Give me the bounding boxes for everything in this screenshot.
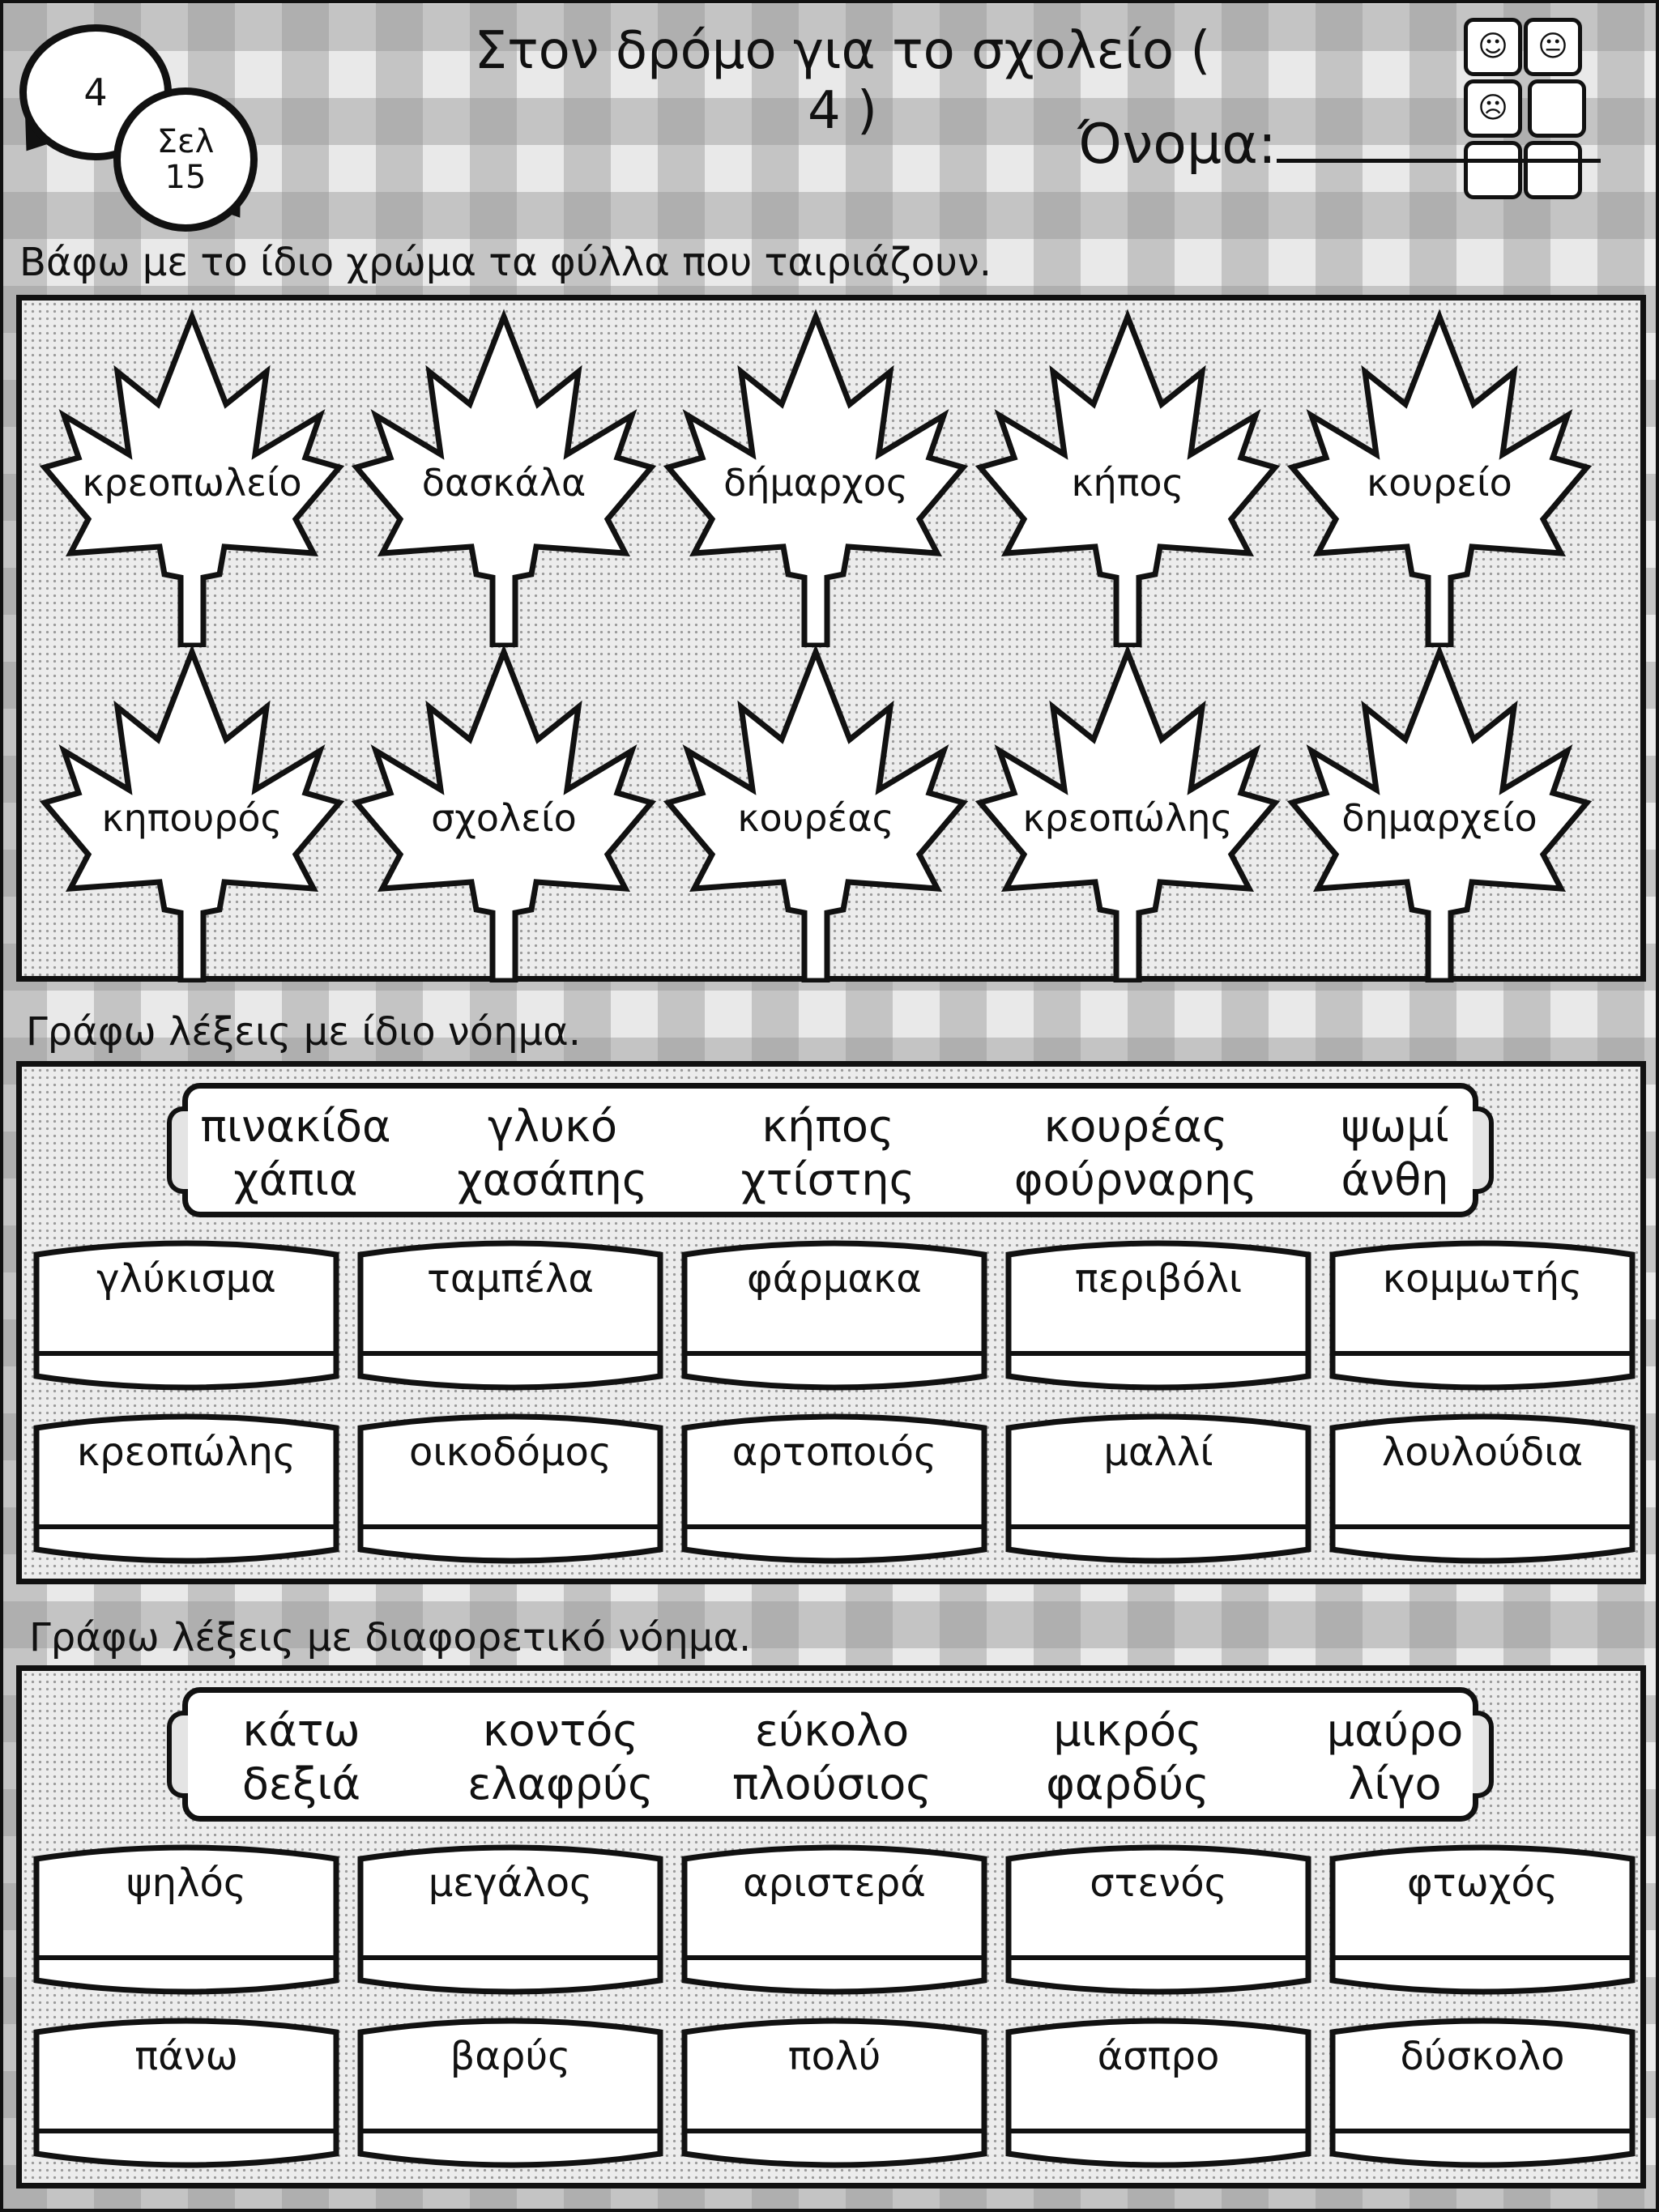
answer-card[interactable] (356, 1407, 665, 1566)
maple-leaf[interactable] (974, 307, 1282, 647)
bank-column (447, 1704, 674, 1811)
bank-word: χτίστης (740, 1154, 915, 1205)
bank-column (990, 1100, 1282, 1207)
bank-column (1006, 1704, 1249, 1811)
name-field (1077, 110, 1601, 177)
leaf-word: κηπουρός (101, 796, 283, 840)
card-word: κομμωτής (1382, 1256, 1583, 1302)
card-word: ταμπέλα (427, 1256, 594, 1302)
answer-card[interactable] (32, 1838, 341, 1997)
section2-instruction: Γράφω λέξεις με ίδιο νόημα. (26, 1009, 581, 1055)
card-word: γλύκισμα (96, 1256, 276, 1302)
leaf-word: δασκάλα (421, 461, 586, 505)
card-word: ψηλός (126, 1860, 247, 1906)
bank-word: πλούσιος (732, 1758, 932, 1809)
card-word: αριστερά (743, 1860, 926, 1906)
bank-word: κοντός (482, 1705, 639, 1756)
bank-word: χάπια (233, 1154, 358, 1205)
bank-word: γλυκό (487, 1101, 618, 1152)
answer-card[interactable] (1328, 2011, 1637, 2170)
section3-instruction: Γράφω λέξεις με διαφορετικό νόημα. (29, 1615, 752, 1660)
card-word: περιβόλι (1074, 1256, 1243, 1302)
card-word: φτωχός (1406, 1860, 1559, 1906)
bank-word: εύκολο (754, 1705, 910, 1756)
answer-card[interactable] (32, 2011, 341, 2170)
leaves-panel (16, 295, 1646, 982)
neutral-face-icon[interactable]: 😐 (1524, 18, 1582, 76)
leaf-word: κρεοπώλης (1022, 796, 1233, 840)
answer-card[interactable] (1328, 1407, 1637, 1566)
bank-column (1314, 1704, 1476, 1811)
bank-column (1322, 1100, 1468, 1207)
unit-number: 4 (83, 70, 108, 114)
worksheet-title: Στον δρόμο για το σχολείο ( 4 ) (474, 21, 1211, 141)
answer-card[interactable] (680, 1234, 989, 1392)
answer-card[interactable] (1004, 2011, 1313, 2170)
answer-card[interactable] (32, 1234, 341, 1392)
answer-card[interactable] (1328, 1838, 1637, 1997)
bank-word: κουρέας (1043, 1101, 1228, 1152)
leaf-word: κήπος (1071, 461, 1184, 505)
page-number: 15 (164, 159, 207, 196)
maple-leaf[interactable] (350, 642, 658, 982)
bank-column (194, 1100, 397, 1207)
answer-card[interactable] (1004, 1838, 1313, 1997)
synonyms-panel (16, 1061, 1646, 1584)
leaf-word: δημαρχείο (1341, 796, 1537, 840)
card-word: κρεοπώλης (76, 1430, 296, 1475)
synonyms-word-bank (182, 1083, 1478, 1217)
bank-word: μαύρο (1326, 1705, 1464, 1756)
maple-leaf[interactable] (1286, 307, 1593, 647)
card-word: πολύ (787, 2034, 881, 2079)
answer-card[interactable] (1004, 1407, 1313, 1566)
bank-word: ελαφρύς (467, 1758, 654, 1809)
maple-leaf[interactable] (1286, 642, 1593, 982)
bank-column (706, 1704, 957, 1811)
bank-column (706, 1100, 949, 1207)
bank-word: λίγο (1348, 1758, 1442, 1809)
name-label: Όνομα: (1077, 113, 1277, 177)
antonyms-panel (16, 1665, 1646, 2189)
leaf-word: σχολείο (431, 796, 577, 840)
answer-card[interactable] (680, 2011, 989, 2170)
card-word: στενός (1090, 1860, 1227, 1906)
maple-leaf[interactable] (350, 307, 658, 647)
card-word: άσπρο (1097, 2034, 1220, 2079)
happy-face-icon[interactable]: ☺ (1464, 18, 1522, 76)
card-word: μεγάλος (428, 1860, 593, 1906)
name-input-line[interactable] (1277, 110, 1601, 163)
bank-word: πινακίδα (200, 1101, 391, 1152)
bank-word: δεξιά (241, 1758, 361, 1809)
maple-leaf[interactable] (38, 642, 346, 982)
maple-leaf[interactable] (38, 307, 346, 647)
bank-word: μικρός (1053, 1705, 1202, 1756)
bank-word: ψωμί (1341, 1101, 1449, 1152)
leaf-word: δήμαρχος (723, 461, 908, 505)
card-word: οικοδόμος (408, 1430, 612, 1475)
maple-leaf[interactable] (662, 642, 970, 982)
card-word: φάρμακα (747, 1256, 922, 1302)
bank-column (204, 1704, 399, 1811)
leaf-word: κουρέας (737, 796, 894, 840)
card-word: δύσκολο (1400, 2034, 1565, 2079)
card-word: αρτοποιός (731, 1430, 937, 1475)
leaf-word: κουρείο (1367, 461, 1512, 505)
answer-card[interactable] (356, 1234, 665, 1392)
answer-card[interactable] (1328, 1234, 1637, 1392)
leaf-word: κρεοπωλείο (82, 461, 302, 505)
bank-word: χασάπης (457, 1154, 648, 1205)
answer-card[interactable] (680, 1838, 989, 1997)
card-word: λουλούδια (1381, 1430, 1584, 1475)
answer-card[interactable] (1004, 1234, 1313, 1392)
answer-card[interactable] (356, 1838, 665, 1997)
answer-card[interactable] (356, 2011, 665, 2170)
bank-word: φαρδύς (1046, 1758, 1209, 1809)
antonyms-word-bank (182, 1687, 1478, 1822)
bank-word: κήπος (761, 1101, 894, 1152)
section1-instruction: Βάφω με το ίδιο χρώμα τα φύλλα που ταιριάζουν. (19, 240, 992, 285)
page-number-bubble (113, 87, 258, 232)
bank-word: κάτω (242, 1705, 360, 1756)
maple-leaf[interactable] (662, 307, 970, 647)
bank-column (431, 1100, 674, 1207)
bank-word: φούρναρης (1013, 1154, 1258, 1205)
card-word: πάνω (134, 2034, 238, 2079)
page-label: Σελ (156, 123, 215, 160)
sad-face-icon[interactable]: ☹ (1464, 79, 1522, 138)
card-word: μαλλί (1103, 1430, 1213, 1475)
answer-card[interactable] (680, 1407, 989, 1566)
answer-card[interactable] (32, 1407, 341, 1566)
card-word: βαρύς (450, 2034, 571, 2079)
bank-word: άνθη (1341, 1154, 1449, 1205)
maple-leaf[interactable] (974, 642, 1282, 982)
